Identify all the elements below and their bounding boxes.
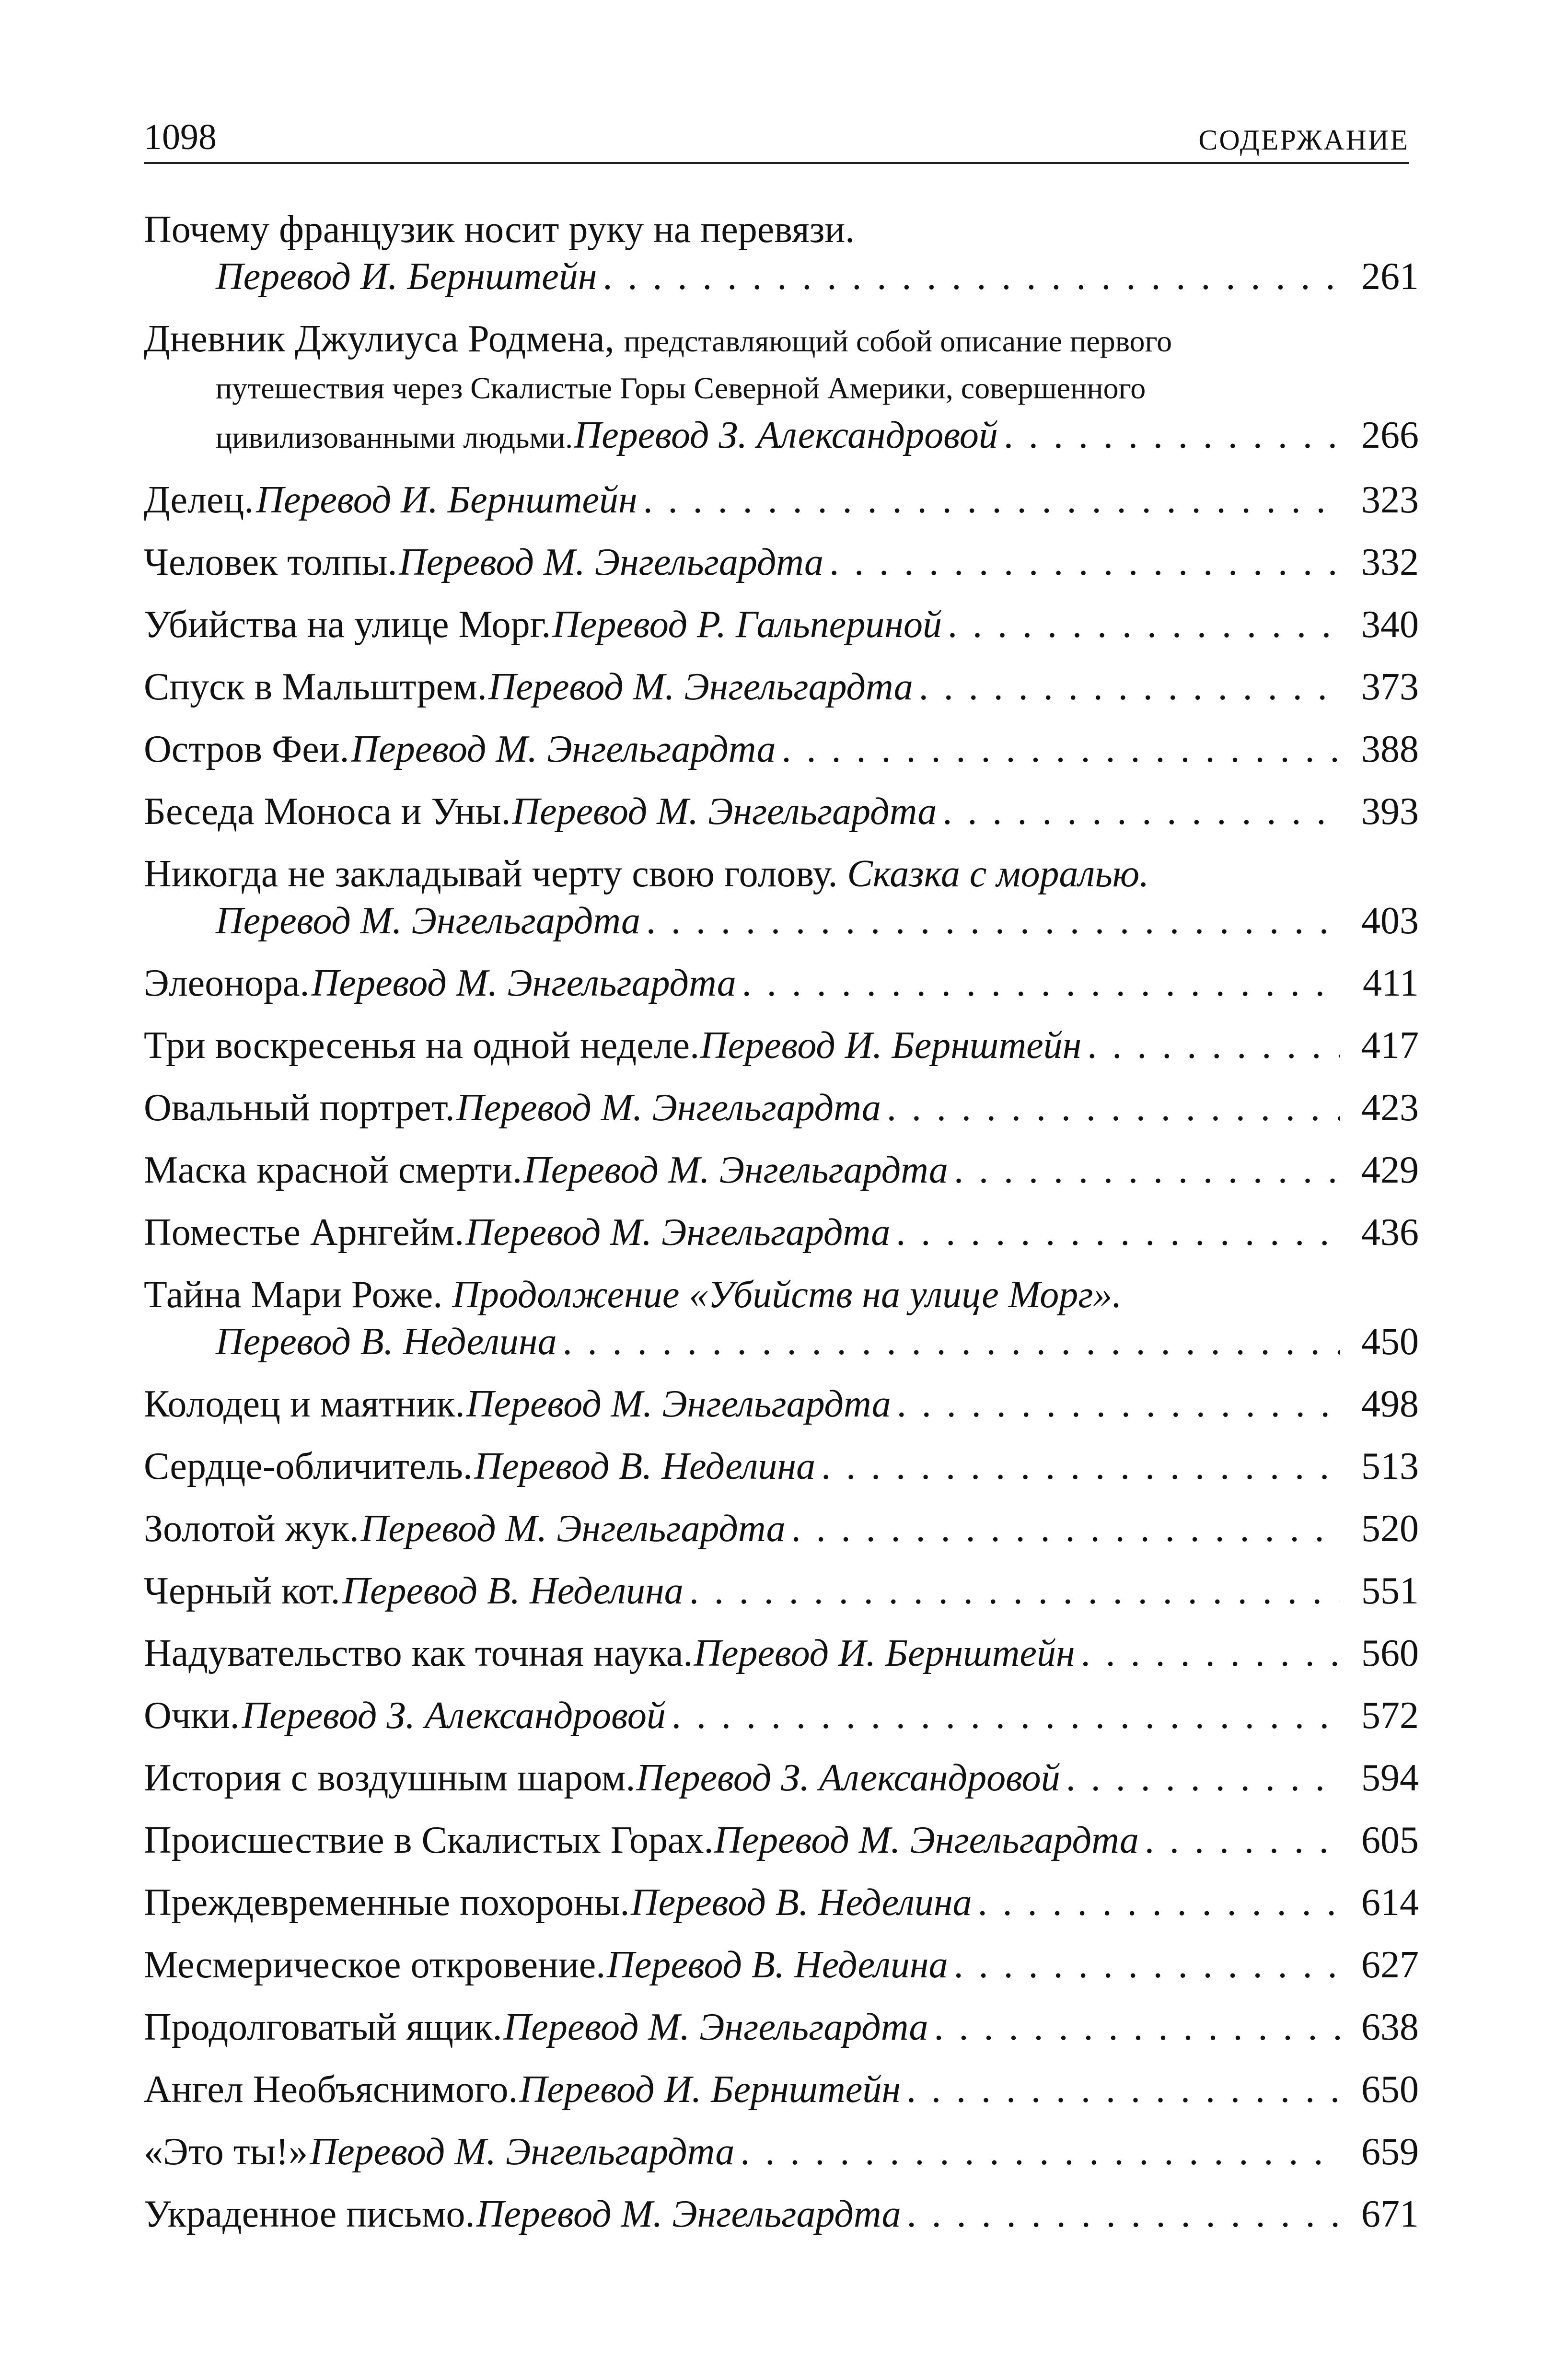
entry-subtitle: Сказка с моралью. [847, 853, 1149, 895]
entry-page-number: 411 [1362, 962, 1419, 1004]
toc-entry [144, 315, 1419, 461]
toc-entry [144, 476, 1419, 523]
entry-translator: Перевод М. Энгельгардта [714, 1819, 1139, 1861]
toc-entry [144, 663, 1419, 710]
entry-translator: Перевод М. Энгельгардта [456, 1087, 881, 1129]
entry-page-number: 520 [1361, 1508, 1419, 1550]
entry-translator: Перевод М. Энгельгардта [465, 1211, 891, 1254]
toc-entry [144, 1754, 1419, 1801]
toc-entry [144, 2191, 1419, 2238]
entry-title: Преждевременные похороны. [144, 1881, 630, 1924]
toc-entry [144, 1630, 1419, 1677]
entry-page-number: 332 [1361, 541, 1419, 583]
entry-page-number: 605 [1361, 1819, 1419, 1861]
entry-subtitle: путешествия через Скалистые Горы Северной Америки, совершенного [216, 371, 1146, 405]
entry-title: Дневник Джулиуса Родмена, [144, 318, 614, 360]
entry-page-number: 513 [1361, 1445, 1419, 1487]
entry-page-number: 450 [1361, 1321, 1419, 1363]
toc-entry [144, 206, 1419, 300]
toc-entry [144, 1817, 1419, 1864]
entry-subtitle: цивилизованными людьми. [216, 420, 573, 454]
entry-page-number: 671 [1361, 2193, 1419, 2235]
entry-title: Черный кот. [144, 1570, 340, 1612]
page-header [144, 109, 1409, 164]
entry-title: Очки. [144, 1695, 240, 1737]
entry-translator: Перевод М. Энгельгардта [523, 1149, 948, 1191]
entry-title: Месмерическое откровение. [144, 1944, 606, 1986]
entry-page-number: 429 [1361, 1149, 1419, 1191]
toc-entry [144, 2066, 1419, 2113]
entry-page-number: 266 [1361, 414, 1419, 456]
entry-title: Продолговатый ящик. [144, 2006, 502, 2048]
toc-entry [144, 1941, 1419, 1988]
entry-translator: Перевод В. Неделина [474, 1445, 816, 1487]
entry-translator: Перевод И. Бернштейн [700, 1024, 1082, 1067]
entry-page-number: 340 [1361, 604, 1419, 646]
entry-title: Никогда не закладывай черту свою голову. [144, 853, 838, 895]
entry-title: Тайна Мари Роже. [144, 1274, 443, 1316]
entry-title: Колодец и маятник. [144, 1383, 465, 1425]
entry-title: Маска красной смерти. [144, 1149, 522, 1191]
entry-title: Спуск в Мальштрем. [144, 666, 487, 708]
toc-entry [144, 1505, 1419, 1552]
entry-title: Надувательство как точная наука. [144, 1632, 693, 1674]
toc-entry [144, 1271, 1419, 1365]
entry-translator: Перевод М. Энгельгардта [476, 2193, 901, 2235]
entry-title: Ангел Необъяснимого. [144, 2068, 518, 2111]
entry-title: Сердце-обличитель. [144, 1445, 473, 1487]
toc-entry [144, 1381, 1419, 1428]
entry-translator: Перевод Р. Гальпериной [552, 604, 942, 646]
entry-translator: Перевод М. Энгельгардта [360, 1508, 786, 1550]
toc-entry [144, 2128, 1419, 2175]
toc-entry [144, 1692, 1419, 1739]
entry-translator: Перевод В. Неделина [631, 1881, 972, 1924]
entry-title: Происшествие в Скалистых Горах. [144, 1819, 714, 1861]
entry-page-number: 261 [1361, 255, 1419, 298]
entry-translator: Перевод И. Бернштейн [216, 255, 597, 298]
toc-entry [144, 1567, 1419, 1614]
entry-title: Золотой жук. [144, 1508, 359, 1550]
entry-title: Делец. [144, 479, 254, 521]
entry-translator: Перевод И. Бернштейн [694, 1632, 1075, 1674]
entry-translator: Перевод М. Энгельгардта [503, 2006, 928, 2048]
entry-page-number: 436 [1361, 1211, 1419, 1254]
entry-translator: Перевод М. Энгельгардта [216, 900, 640, 942]
table-of-contents [144, 206, 1419, 2253]
toc-entry [144, 1022, 1419, 1069]
entry-title: История с воздушным шаром. [144, 1757, 636, 1799]
entry-subtitle: представляющий собой описание первого [624, 324, 1172, 358]
entry-translator: Перевод В. Неделина [607, 1944, 948, 1986]
toc-entry [144, 850, 1419, 944]
page-number: 1098 [144, 117, 217, 157]
entry-title: Украденное письмо. [144, 2193, 475, 2235]
entry-title: Три воскресенья на одной неделе. [144, 1024, 700, 1067]
entry-page-number: 393 [1361, 790, 1419, 833]
entry-page-number: 572 [1361, 1695, 1419, 1737]
entry-page-number: 323 [1361, 479, 1419, 521]
entry-page-number: 551 [1361, 1570, 1419, 1612]
entry-page-number: 417 [1361, 1024, 1419, 1067]
entry-page-number: 423 [1361, 1087, 1419, 1129]
entry-translator: Перевод М. Энгельгардта [310, 2131, 735, 2173]
entry-translator: Перевод В. Неделина [216, 1321, 557, 1363]
entry-translator: Перевод З. Александровой [242, 1695, 666, 1737]
toc-entry [144, 1147, 1419, 1194]
entry-translator: Перевод М. Энгельгардта [351, 728, 776, 770]
entry-translator: Перевод М. Энгельгардта [512, 790, 937, 833]
toc-entry [144, 539, 1419, 586]
entry-title: Беседа Моноса и Уны. [144, 790, 511, 833]
entry-page-number: 614 [1361, 1881, 1419, 1924]
entry-page-number: 498 [1361, 1383, 1419, 1425]
entry-title: Убийства на улице Морг. [144, 604, 551, 646]
toc-entry [144, 788, 1419, 835]
entry-page-number: 659 [1361, 2131, 1419, 2173]
toc-entry [144, 2004, 1419, 2051]
entry-translator: Перевод М. Энгельгардта [311, 962, 736, 1004]
entry-page-number: 388 [1361, 728, 1419, 770]
entry-translator: Перевод М. Энгельгардта [466, 1383, 891, 1425]
entry-translator: Перевод З. Александровой [574, 414, 998, 456]
entry-translator: Перевод В. Неделина [342, 1570, 684, 1612]
entry-page-number: 650 [1361, 2068, 1419, 2111]
entry-translator: Перевод И. Бернштейн [256, 479, 637, 521]
entry-title: Поместье Арнгейм. [144, 1211, 464, 1254]
entry-title: Почему французик носит руку на перевязи. [144, 209, 855, 251]
entry-title: Остров Феи. [144, 728, 349, 770]
toc-entry [144, 1443, 1419, 1490]
toc-entry [144, 601, 1419, 648]
toc-entry [144, 960, 1419, 1007]
entry-page-number: 627 [1361, 1944, 1419, 1986]
entry-page-number: 403 [1361, 900, 1419, 942]
entry-page-number: 638 [1361, 2006, 1419, 2048]
entry-translator: Перевод И. Бернштейн [519, 2068, 901, 2111]
entry-page-number: 560 [1361, 1632, 1419, 1674]
entry-title: Овальный портрет. [144, 1087, 455, 1129]
toc-entry [144, 1209, 1419, 1256]
toc-entry [144, 726, 1419, 773]
entry-translator: Перевод З. Александровой [636, 1757, 1060, 1799]
running-title: СОДЕРЖАНИЕ [1198, 124, 1409, 156]
entry-translator: Перевод М. Энгельгардта [399, 541, 824, 583]
entry-translator: Перевод М. Энгельгардта [488, 666, 913, 708]
entry-title: «Это ты!» [144, 2131, 308, 2173]
entry-title: Элеонора. [144, 962, 310, 1004]
entry-title: Человек толпы. [144, 541, 397, 583]
entry-page-number: 373 [1361, 666, 1419, 708]
toc-entry [144, 1084, 1419, 1131]
toc-entry [144, 1879, 1419, 1926]
entry-page-number: 594 [1361, 1757, 1419, 1799]
entry-subtitle: Продолжение «Убийств на улице Морг». [452, 1274, 1122, 1316]
